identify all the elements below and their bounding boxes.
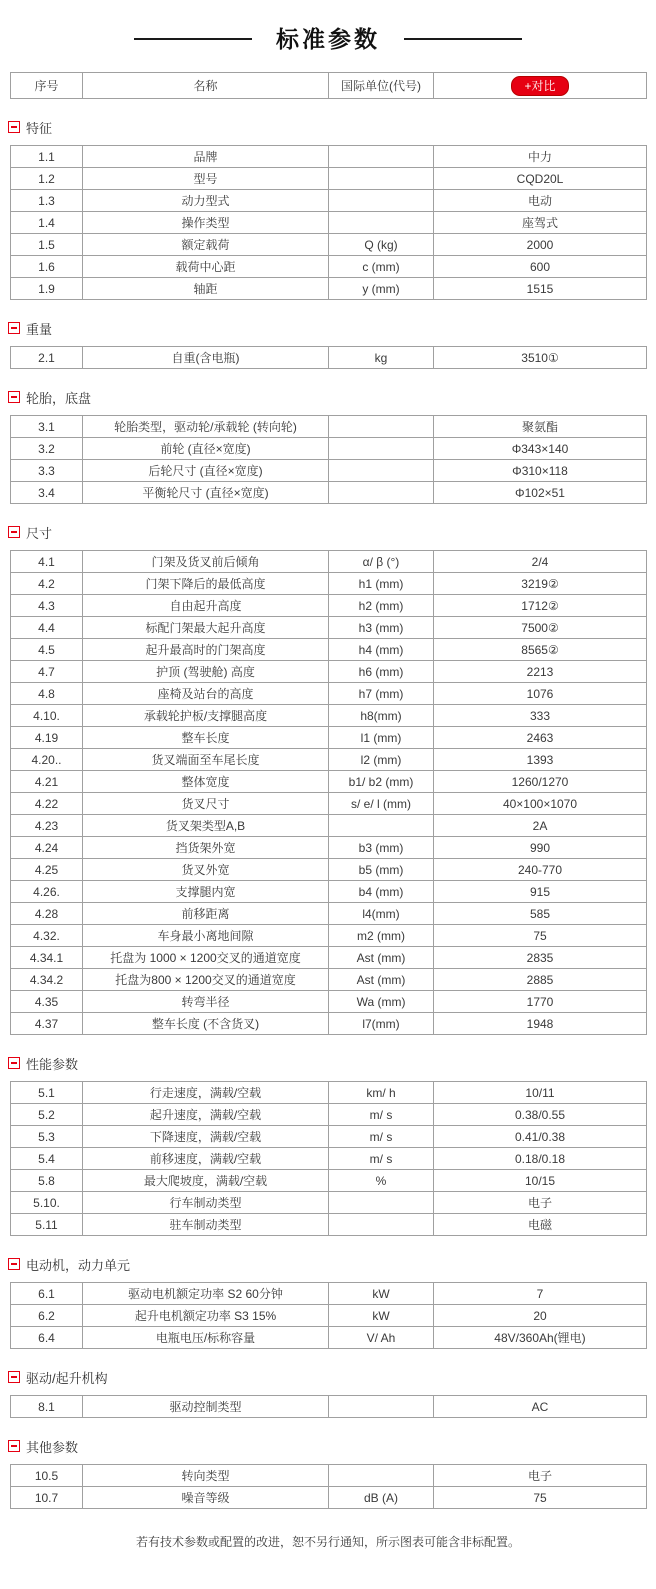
- row-value-cell: AC: [434, 1396, 647, 1418]
- row-value-cell: 聚氨酯: [434, 416, 647, 438]
- row-value-cell: 585: [434, 903, 647, 925]
- row-name-cell: 平衡轮尺寸 (直径×宽度): [83, 482, 329, 504]
- row-name-cell: 座椅及站台的高度: [83, 683, 329, 705]
- section-title: 重量: [26, 321, 53, 337]
- row-unit-cell: [329, 815, 434, 837]
- collapse-minus-icon[interactable]: [8, 526, 20, 538]
- row-name-cell: 整车长度 (不含货叉): [83, 1013, 329, 1035]
- row-value-cell: 2/4: [434, 551, 647, 573]
- row-index-cell: 4.34.2: [11, 969, 83, 991]
- row-name-cell: 前轮 (直径×宽度): [83, 438, 329, 460]
- row-unit-cell: h6 (mm): [329, 661, 434, 683]
- row-unit-cell: [329, 482, 434, 504]
- row-index-cell: 4.35: [11, 991, 83, 1013]
- row-name-cell: 承载轮护板/支撑腿高度: [83, 705, 329, 727]
- row-name-cell: 自重(含电瓶): [83, 347, 329, 369]
- row-value-cell: 电子: [434, 1465, 647, 1487]
- row-index-cell: 4.2: [11, 573, 83, 595]
- section: [0, 1438, 656, 1509]
- row-name-cell: 托盘为 1000 × 1200交叉的通道宽度: [83, 947, 329, 969]
- row-value-cell: 1076: [434, 683, 647, 705]
- row-unit-cell: [329, 212, 434, 234]
- row-name-cell: 驱动控制类型: [83, 1396, 329, 1418]
- row-index-cell: 4.4: [11, 617, 83, 639]
- page-title: 标准参数: [276, 26, 380, 52]
- row-value-cell: 10/11: [434, 1082, 647, 1104]
- row-name-cell: 下降速度，满载/空载: [83, 1126, 329, 1148]
- row-unit-cell: m2 (mm): [329, 925, 434, 947]
- row-name-cell: 整体宽度: [83, 771, 329, 793]
- row-index-cell: 1.6: [11, 256, 83, 278]
- row-index-cell: 10.5: [11, 1465, 83, 1487]
- row-unit-cell: α/ β (°): [329, 551, 434, 573]
- section-title: 性能参数: [26, 1056, 79, 1072]
- row-name-cell: 货叉尺寸: [83, 793, 329, 815]
- row-index-cell: 4.8: [11, 683, 83, 705]
- section-header: [8, 389, 656, 405]
- row-index-cell: 8.1: [11, 1396, 83, 1418]
- footer-note: 若有技术参数或配置的改进，恕不另行通知，所示图表可能含非标配置。: [135, 1535, 520, 1549]
- row-value-cell: 2000: [434, 234, 647, 256]
- spec-table: [10, 1395, 647, 1418]
- section: [0, 320, 656, 369]
- table-row: [11, 595, 647, 617]
- row-index-cell: 4.26.: [11, 881, 83, 903]
- row-index-cell: 4.7: [11, 661, 83, 683]
- row-unit-cell: kg: [329, 347, 434, 369]
- row-index-cell: 5.10.: [11, 1192, 83, 1214]
- row-index-cell: 4.37: [11, 1013, 83, 1035]
- row-index-cell: 6.1: [11, 1283, 83, 1305]
- row-unit-cell: m/ s: [329, 1148, 434, 1170]
- row-value-cell: 电子: [434, 1192, 647, 1214]
- row-unit-cell: c (mm): [329, 256, 434, 278]
- row-unit-cell: V/ Ah: [329, 1327, 434, 1349]
- row-value-cell: 8565②: [434, 639, 647, 661]
- sections: [0, 119, 656, 1509]
- row-name-cell: 前移距离: [83, 903, 329, 925]
- row-value-cell: 240-770: [434, 859, 647, 881]
- table-row: [11, 1104, 647, 1126]
- row-unit-cell: %: [329, 1170, 434, 1192]
- row-name-cell: 起升电机额定功率 S3 15%: [83, 1305, 329, 1327]
- row-index-cell: 1.5: [11, 234, 83, 256]
- row-value-cell: 48V/360Ah(锂电): [434, 1327, 647, 1349]
- row-name-cell: 车身最小离地间隙: [83, 925, 329, 947]
- row-value-cell: Φ343×140: [434, 438, 647, 460]
- section-header: [8, 1369, 656, 1385]
- row-value-cell: 2213: [434, 661, 647, 683]
- table-row: [11, 969, 647, 991]
- row-value-cell: 2835: [434, 947, 647, 969]
- row-name-cell: 额定载荷: [83, 234, 329, 256]
- row-name-cell: 整车长度: [83, 727, 329, 749]
- row-unit-cell: b3 (mm): [329, 837, 434, 859]
- table-row: [11, 234, 647, 256]
- section: [0, 119, 656, 300]
- row-unit-cell: b1/ b2 (mm): [329, 771, 434, 793]
- row-unit-cell: l2 (mm): [329, 749, 434, 771]
- row-unit-cell: Q (kg): [329, 234, 434, 256]
- spec-table: [10, 145, 647, 300]
- section-title: 电动机，动力单元: [26, 1257, 131, 1273]
- collapse-minus-icon[interactable]: [8, 121, 20, 133]
- row-value-cell: 1393: [434, 749, 647, 771]
- row-value-cell: 电动: [434, 190, 647, 212]
- row-unit-cell: l4(mm): [329, 903, 434, 925]
- row-unit-cell: h1 (mm): [329, 573, 434, 595]
- row-name-cell: 驱动电机额定功率 S2 60分钟: [83, 1283, 329, 1305]
- row-name-cell: 轴距: [83, 278, 329, 300]
- title-rule-right: [404, 38, 522, 40]
- table-row: [11, 947, 647, 969]
- row-unit-cell: l7(mm): [329, 1013, 434, 1035]
- row-unit-cell: [329, 1465, 434, 1487]
- table-row: [11, 661, 647, 683]
- row-value-cell: 3510①: [434, 347, 647, 369]
- section: [0, 389, 656, 504]
- row-unit-cell: m/ s: [329, 1104, 434, 1126]
- row-index-cell: 5.11: [11, 1214, 83, 1236]
- spec-table: [10, 1282, 647, 1349]
- row-value-cell: 2463: [434, 727, 647, 749]
- table-row: [11, 1082, 647, 1104]
- table-row: [11, 1487, 647, 1509]
- row-unit-cell: l1 (mm): [329, 727, 434, 749]
- row-value-cell: 电磁: [434, 1214, 647, 1236]
- table-row: [11, 815, 647, 837]
- row-name-cell: 自由起升高度: [83, 595, 329, 617]
- row-value-cell: Φ310×118: [434, 460, 647, 482]
- table-row: [11, 551, 647, 573]
- row-value-cell: 10/15: [434, 1170, 647, 1192]
- section: [0, 1369, 656, 1418]
- row-index-cell: 4.24: [11, 837, 83, 859]
- row-unit-cell: [329, 1214, 434, 1236]
- table-row: [11, 146, 647, 168]
- collapse-minus-icon[interactable]: [8, 322, 20, 334]
- row-unit-cell: y (mm): [329, 278, 434, 300]
- row-name-cell: 护顶 (驾驶舱) 高度: [83, 661, 329, 683]
- collapse-minus-icon[interactable]: [8, 1057, 20, 1069]
- table-row: [11, 438, 647, 460]
- row-index-cell: 4.19: [11, 727, 83, 749]
- table-row: [11, 1465, 647, 1487]
- row-name-cell: 电瓶电压/标称容量: [83, 1327, 329, 1349]
- row-unit-cell: [329, 416, 434, 438]
- spec-table: [10, 415, 647, 504]
- row-name-cell: 前移速度，满载/空载: [83, 1148, 329, 1170]
- row-name-cell: 支撑腿内宽: [83, 881, 329, 903]
- table-row: [11, 1214, 647, 1236]
- row-name-cell: 门架及货叉前后倾角: [83, 551, 329, 573]
- row-name-cell: 轮胎类型，驱动轮/承载轮 (转向轮): [83, 416, 329, 438]
- table-row: [11, 212, 647, 234]
- table-row: [11, 1170, 647, 1192]
- row-value-cell: 75: [434, 1487, 647, 1509]
- section-header: [8, 1256, 656, 1272]
- row-name-cell: 货叉端面至车尾长度: [83, 749, 329, 771]
- row-name-cell: 起升速度，满载/空载: [83, 1104, 329, 1126]
- row-index-cell: 3.1: [11, 416, 83, 438]
- row-value-cell: 333: [434, 705, 647, 727]
- section-header: [8, 524, 656, 540]
- row-index-cell: 4.20..: [11, 749, 83, 771]
- row-unit-cell: [329, 1396, 434, 1418]
- row-unit-cell: Ast (mm): [329, 947, 434, 969]
- row-index-cell: 5.4: [11, 1148, 83, 1170]
- table-row: [11, 639, 647, 661]
- row-value-cell: 600: [434, 256, 647, 278]
- row-index-cell: 4.34.1: [11, 947, 83, 969]
- row-index-cell: 1.2: [11, 168, 83, 190]
- row-unit-cell: [329, 460, 434, 482]
- row-unit-cell: Wa (mm): [329, 991, 434, 1013]
- section-header: [8, 1438, 656, 1454]
- table-row: [11, 1396, 647, 1418]
- row-unit-cell: [329, 438, 434, 460]
- collapse-minus-icon[interactable]: [8, 391, 20, 403]
- row-name-cell: 挡货架外宽: [83, 837, 329, 859]
- spec-header-table: [10, 72, 647, 99]
- table-row: [11, 859, 647, 881]
- row-value-cell: 2A: [434, 815, 647, 837]
- row-value-cell: 40×100×1070: [434, 793, 647, 815]
- section-title: 轮胎，底盘: [26, 390, 92, 406]
- spec-table: [10, 346, 647, 369]
- row-unit-cell: [329, 168, 434, 190]
- row-index-cell: 6.4: [11, 1327, 83, 1349]
- row-name-cell: 行车制动类型: [83, 1192, 329, 1214]
- row-value-cell: 7500②: [434, 617, 647, 639]
- row-name-cell: 后轮尺寸 (直径×宽度): [83, 460, 329, 482]
- row-unit-cell: h4 (mm): [329, 639, 434, 661]
- row-index-cell: 5.3: [11, 1126, 83, 1148]
- row-unit-cell: h2 (mm): [329, 595, 434, 617]
- row-unit-cell: km/ h: [329, 1082, 434, 1104]
- spec-table: [10, 1464, 647, 1509]
- row-name-cell: 转向类型: [83, 1465, 329, 1487]
- table-row: [11, 573, 647, 595]
- section-title: 尺寸: [26, 525, 53, 541]
- row-index-cell: 4.1: [11, 551, 83, 573]
- table-row: [11, 903, 647, 925]
- table-row: [11, 416, 647, 438]
- table-row: [11, 190, 647, 212]
- column-header-compare: [434, 73, 647, 99]
- row-value-cell: 915: [434, 881, 647, 903]
- row-name-cell: 动力型式: [83, 190, 329, 212]
- row-name-cell: 货叉架类型A,B: [83, 815, 329, 837]
- compare-button[interactable]: +对比: [511, 76, 568, 96]
- row-unit-cell: kW: [329, 1283, 434, 1305]
- collapse-minus-icon[interactable]: [8, 1371, 20, 1383]
- column-header-name: 名称: [83, 73, 329, 99]
- row-name-cell: 噪音等级: [83, 1487, 329, 1509]
- row-value-cell: 1260/1270: [434, 771, 647, 793]
- row-index-cell: 4.23: [11, 815, 83, 837]
- row-index-cell: 1.9: [11, 278, 83, 300]
- table-row: [11, 256, 647, 278]
- row-index-cell: 4.10.: [11, 705, 83, 727]
- table-row: [11, 749, 647, 771]
- row-value-cell: 0.18/0.18: [434, 1148, 647, 1170]
- table-row: [11, 1148, 647, 1170]
- row-value-cell: 2885: [434, 969, 647, 991]
- collapse-minus-icon[interactable]: [8, 1258, 20, 1270]
- row-unit-cell: Ast (mm): [329, 969, 434, 991]
- table-row: [11, 881, 647, 903]
- row-unit-cell: kW: [329, 1305, 434, 1327]
- row-index-cell: 3.3: [11, 460, 83, 482]
- table-row: [11, 837, 647, 859]
- table-row: [11, 705, 647, 727]
- row-value-cell: 1712②: [434, 595, 647, 617]
- row-value-cell: 中力: [434, 146, 647, 168]
- row-value-cell: 0.41/0.38: [434, 1126, 647, 1148]
- row-value-cell: 3219②: [434, 573, 647, 595]
- row-unit-cell: h3 (mm): [329, 617, 434, 639]
- row-value-cell: 1515: [434, 278, 647, 300]
- row-value-cell: 20: [434, 1305, 647, 1327]
- row-value-cell: 座驾式: [434, 212, 647, 234]
- row-unit-cell: [329, 190, 434, 212]
- row-value-cell: Φ102×51: [434, 482, 647, 504]
- table-row: [11, 925, 647, 947]
- table-row: [11, 1013, 647, 1035]
- table-row: [11, 991, 647, 1013]
- row-index-cell: 5.1: [11, 1082, 83, 1104]
- row-value-cell: CQD20L: [434, 168, 647, 190]
- spec-table: [10, 1081, 647, 1236]
- table-row: [11, 727, 647, 749]
- row-unit-cell: s/ e/ l (mm): [329, 793, 434, 815]
- row-unit-cell: dB (A): [329, 1487, 434, 1509]
- row-index-cell: 4.22: [11, 793, 83, 815]
- row-index-cell: 4.21: [11, 771, 83, 793]
- row-index-cell: 6.2: [11, 1305, 83, 1327]
- row-name-cell: 门架下降后的最低高度: [83, 573, 329, 595]
- row-name-cell: 最大爬坡度，满载/空载: [83, 1170, 329, 1192]
- row-index-cell: 4.25: [11, 859, 83, 881]
- row-index-cell: 5.8: [11, 1170, 83, 1192]
- row-index-cell: 3.4: [11, 482, 83, 504]
- row-index-cell: 1.1: [11, 146, 83, 168]
- row-unit-cell: [329, 146, 434, 168]
- row-index-cell: 1.4: [11, 212, 83, 234]
- row-unit-cell: b5 (mm): [329, 859, 434, 881]
- header-row: [11, 73, 647, 99]
- row-value-cell: 1948: [434, 1013, 647, 1035]
- section-header: [8, 1055, 656, 1071]
- table-row: [11, 168, 647, 190]
- row-index-cell: 4.32.: [11, 925, 83, 947]
- collapse-minus-icon[interactable]: [8, 1440, 20, 1452]
- column-header-unit: 国际单位(代号): [329, 73, 434, 99]
- row-name-cell: 型号: [83, 168, 329, 190]
- row-name-cell: 行走速度，满载/空载: [83, 1082, 329, 1104]
- row-name-cell: 标配门架最大起升高度: [83, 617, 329, 639]
- table-row: [11, 1327, 647, 1349]
- column-header-index: 序号: [11, 73, 83, 99]
- row-value-cell: 75: [434, 925, 647, 947]
- section: [0, 1256, 656, 1349]
- row-index-cell: 2.1: [11, 347, 83, 369]
- table-row: [11, 1283, 647, 1305]
- row-value-cell: 1770: [434, 991, 647, 1013]
- row-index-cell: 10.7: [11, 1487, 83, 1509]
- section-title: 驱动/起升机构: [26, 1370, 108, 1386]
- table-row: [11, 347, 647, 369]
- section-title: 其他参数: [26, 1439, 79, 1455]
- row-index-cell: 4.5: [11, 639, 83, 661]
- row-index-cell: 4.3: [11, 595, 83, 617]
- row-unit-cell: [329, 1192, 434, 1214]
- row-value-cell: 0.38/0.55: [434, 1104, 647, 1126]
- section: [0, 524, 656, 1035]
- row-index-cell: 3.2: [11, 438, 83, 460]
- row-name-cell: 货叉外宽: [83, 859, 329, 881]
- row-unit-cell: m/ s: [329, 1126, 434, 1148]
- row-value-cell: 7: [434, 1283, 647, 1305]
- section-header: [8, 320, 656, 336]
- row-name-cell: 转弯半径: [83, 991, 329, 1013]
- row-unit-cell: b4 (mm): [329, 881, 434, 903]
- page-title-row: [0, 24, 656, 54]
- row-value-cell: 990: [434, 837, 647, 859]
- table-row: [11, 771, 647, 793]
- table-row: [11, 617, 647, 639]
- row-name-cell: 驻车制动类型: [83, 1214, 329, 1236]
- table-row: [11, 278, 647, 300]
- row-name-cell: 载荷中心距: [83, 256, 329, 278]
- table-row: [11, 460, 647, 482]
- section-header: [8, 119, 656, 135]
- table-row: [11, 1192, 647, 1214]
- section: [0, 1055, 656, 1236]
- row-unit-cell: h8(mm): [329, 705, 434, 727]
- spec-table: [10, 550, 647, 1035]
- row-name-cell: 起升最高时的门架高度: [83, 639, 329, 661]
- table-row: [11, 482, 647, 504]
- row-unit-cell: h7 (mm): [329, 683, 434, 705]
- row-index-cell: 1.3: [11, 190, 83, 212]
- section-title: 特征: [26, 120, 53, 136]
- row-name-cell: 托盘为800 × 1200交叉的通道宽度: [83, 969, 329, 991]
- row-index-cell: 4.28: [11, 903, 83, 925]
- row-name-cell: 品牌: [83, 146, 329, 168]
- table-row: [11, 1305, 647, 1327]
- table-row: [11, 1126, 647, 1148]
- table-row: [11, 793, 647, 815]
- title-rule-left: [134, 38, 252, 40]
- row-name-cell: 操作类型: [83, 212, 329, 234]
- table-row: [11, 683, 647, 705]
- row-index-cell: 5.2: [11, 1104, 83, 1126]
